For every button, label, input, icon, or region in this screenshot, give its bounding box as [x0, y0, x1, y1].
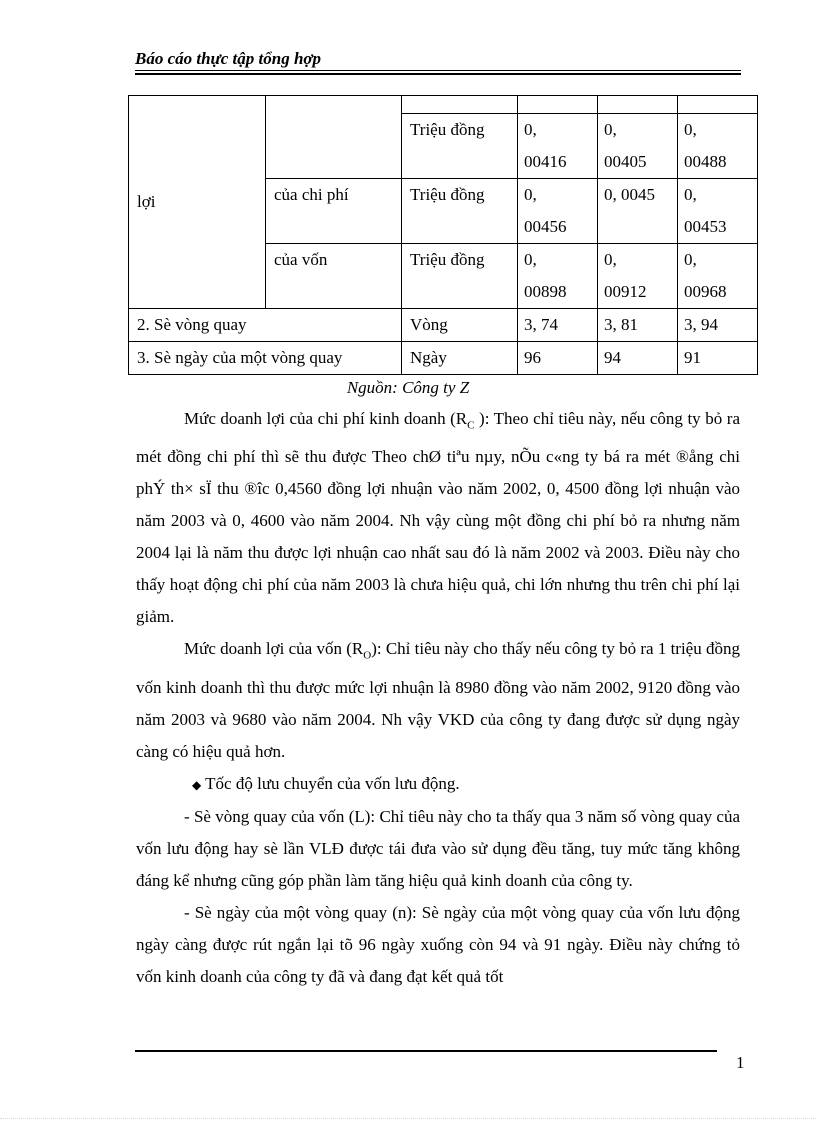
table-cell [678, 96, 758, 114]
value-cell: 0, 00898 [518, 244, 598, 309]
footer-rule [135, 1050, 717, 1052]
row-group-label: lợi [129, 96, 266, 309]
sublabel-cell: của vốn [266, 244, 402, 309]
paragraph-capital-profitability [136, 633, 740, 767]
value-cell: 3, 81 [598, 309, 678, 342]
row-label: 3. Sè ngày của một vòng quay [129, 342, 402, 375]
paragraph-bullet-heading [136, 768, 740, 801]
value-cell: 3, 94 [678, 309, 758, 342]
paragraph-text: ): Theo chỉ tiêu này, nếu công ty bỏ ra mét đồng chi phí thì sẽ thu được Theo chØ tiªu nµy, nÕu c«ng ty bá ra mét ®ång chi phÝ th× sÏ thu ®îc 0,4560 đồng lợi nhuận vào năm 2002, 0, 4500 đồng lợi nhuận vào năm 2003 và 0, 4600 vào năm 2004. Nh vậy cùng một đồng chi phí bỏ ra nhưng năm 2004 lại là năm thu được lợi nhuận cao nhất sau đó là năm 2002 và 2003. Điều này cho thấy hoạt động chi phí của năm 2003 là chưa hiệu quả, chi lớn nhưng thu trên chi phí lại giảm. [136, 409, 740, 627]
value-cell: 0, 00453 [678, 179, 758, 244]
paragraph-text: Mức doanh lợi của chi phí kinh doanh (R [184, 409, 468, 428]
unit-cell: Triệu đồng [402, 114, 518, 179]
paragraph-days-per-turn: - Sè ngày của một vòng quay (n): Sè ngày của một vòng quay của vốn lưu động ngày càng được rút ngắn lại tõ 96 ngày xuống còn 94 và 91 ngày. Điều này chứng tỏ vốn kinh doanh của công ty đã và đang đạt kết quả tốt [136, 902, 740, 986]
value-cell: 0, 00416 [518, 114, 598, 179]
table-row [129, 309, 758, 342]
table-cell [598, 96, 678, 114]
value-cell: 3, 74 [518, 309, 598, 342]
table-row [129, 342, 758, 375]
paragraph-cost-profitability [136, 403, 740, 633]
value-cell: 0, 00968 [678, 244, 758, 309]
sublabel-cell: của chi phí [266, 179, 402, 244]
table-cell [518, 96, 598, 114]
table-cell [266, 96, 402, 179]
value-cell: 0, 00405 [598, 114, 678, 179]
page-number: 1 [736, 1053, 745, 1072]
paragraph-text: ): Chỉ tiêu này cho thấy nếu công ty bỏ ra 1 triệu đồng vốn kinh doanh thì thu được mức lợi nhuận là 8980 đồng vào năm 2002, 9120 đồng vào năm 2003 và 9680 vào năm 2004. Nh vậy VKD của công ty đang được sử dụng ngày càng có hiệu quả hơn. [136, 639, 740, 761]
table-cell [402, 96, 518, 114]
page-header-title: Báo cáo thực tập tổng hợp [135, 49, 322, 68]
table-row-empty [129, 96, 758, 114]
unit-cell: Triệu đồng [402, 179, 518, 244]
paragraph-turnover: - Sè vòng quay của vốn (L): Chỉ tiêu này cho ta thấy qua 3 năm số vòng quay của vốn lưu động hay sè lần VLĐ được tái đưa vào sử dụng đều tăng, tuy mức tăng không đáng kể nhưng cũng góp phần làm tăng hiệu quả kinh doanh của công ty. [136, 806, 740, 890]
unit-cell: Ngày [402, 342, 518, 375]
value-cell: 0, 00488 [678, 114, 758, 179]
unit-cell: Triệu đồng [402, 244, 518, 309]
paragraph-text: Mức doanh lợi của vốn (R [184, 639, 364, 659]
value-cell: 91 [678, 342, 758, 375]
subscript: O [363, 649, 372, 662]
subscript: C [467, 419, 475, 432]
value-cell: 0, 0045 [598, 179, 678, 244]
efficiency-table [128, 95, 758, 375]
body-text [136, 403, 740, 993]
value-cell: 0, 00456 [518, 179, 598, 244]
unit-cell: Vòng [402, 309, 518, 342]
value-cell: 0, 00912 [598, 244, 678, 309]
header-rule [135, 70, 741, 71]
header-rule-thick [135, 73, 741, 75]
table-source-caption: Nguồn: Công ty Z [346, 378, 470, 397]
diamond-bullet-icon: ◆ [192, 777, 202, 792]
value-cell: 96 [518, 342, 598, 375]
page-edge-divider [0, 1118, 816, 1119]
row-label: 2. Sè vòng quay [129, 309, 402, 342]
paragraph-text: Tốc độ lưu chuyển của vốn lưu động. [201, 773, 460, 793]
value-cell: 94 [598, 342, 678, 375]
